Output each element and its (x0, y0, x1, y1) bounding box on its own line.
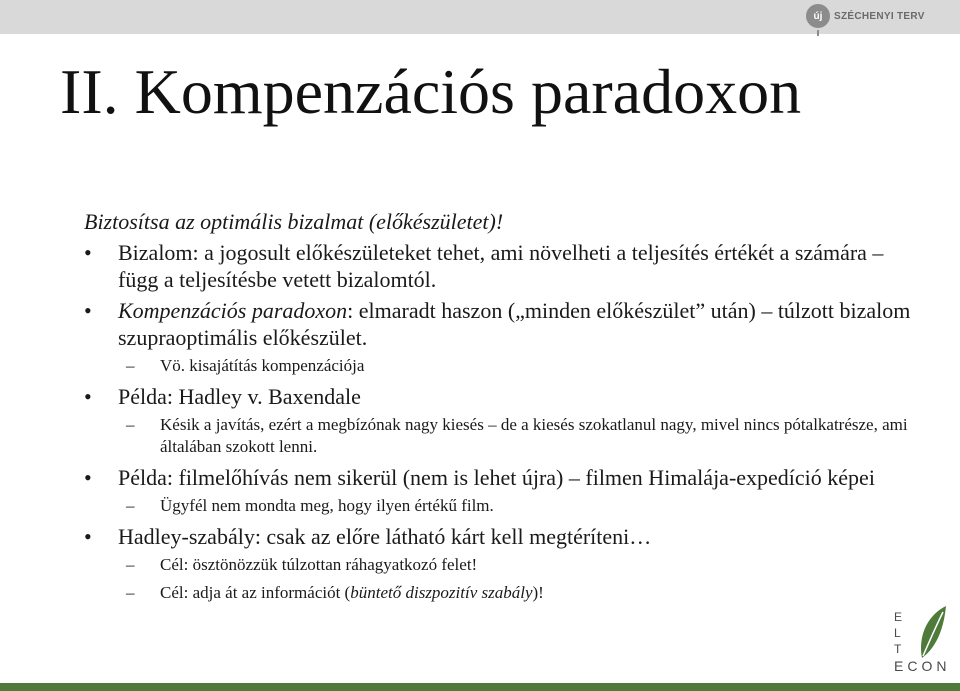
bullet-hadley-rule: • Hadley-szabály: csak az előre látható kárt kell megtéríteni… (84, 524, 652, 549)
bottom-bar (0, 683, 960, 691)
econ-text: ECON (894, 658, 951, 674)
intro-text: Biztosítsa az optimális bizalmat (előkészületet)! (84, 209, 504, 234)
szechenyi-logo-text: SZÉCHENYI TERV (834, 10, 925, 22)
bullet-trust: • Bizalom: a jogosult előkészületeket tehet, ami növelheti a teljesítés értékét a számára – függ a teljesítésbe vetett bizalomtól. (84, 240, 884, 292)
slide-title: II. Kompenzációs paradoxon (60, 56, 802, 127)
leaf-icon (916, 604, 948, 660)
sub-goal-information: – Cél: adja át az információt (büntető diszpozitív szabály)! (126, 583, 544, 602)
bullet-hadley-example: • Példa: Hadley v. Baxendale (84, 384, 361, 409)
sub-goal-incentive: – Cél: ösztönözzük túlzottan ráhagyatkozó felet! (126, 555, 478, 574)
szechenyi-logo-icon: új (806, 4, 830, 28)
slide-content (84, 208, 914, 610)
sub-film-detail: – Ügyfél nem mondta meg, hogy ilyen értékű film. (126, 496, 494, 515)
bullet-paradox: • Kompenzációs paradoxon: elmaradt haszon („minden előkészület” után) – túlzott bizalom szupraoptimális előkészület. (84, 298, 911, 350)
elte-econ-logo: E L T ECON (894, 600, 954, 680)
szechenyi-logo (806, 0, 925, 32)
bullet-film-example: • Példa: filmelőhívás nem sikerül (nem is lehet újra) – filmen Himalája-expedíció képei (84, 465, 875, 490)
sub-hadley-detail: – Késik a javítás, ezért a megbízónak nagy kiesés – de a kiesés szokatlanul nagy, mivel nincs pótalkatrésze, ami általában szokott lenni. (126, 415, 908, 456)
sub-expropriation: – Vö. kisajátítás kompenzációja (126, 356, 365, 375)
